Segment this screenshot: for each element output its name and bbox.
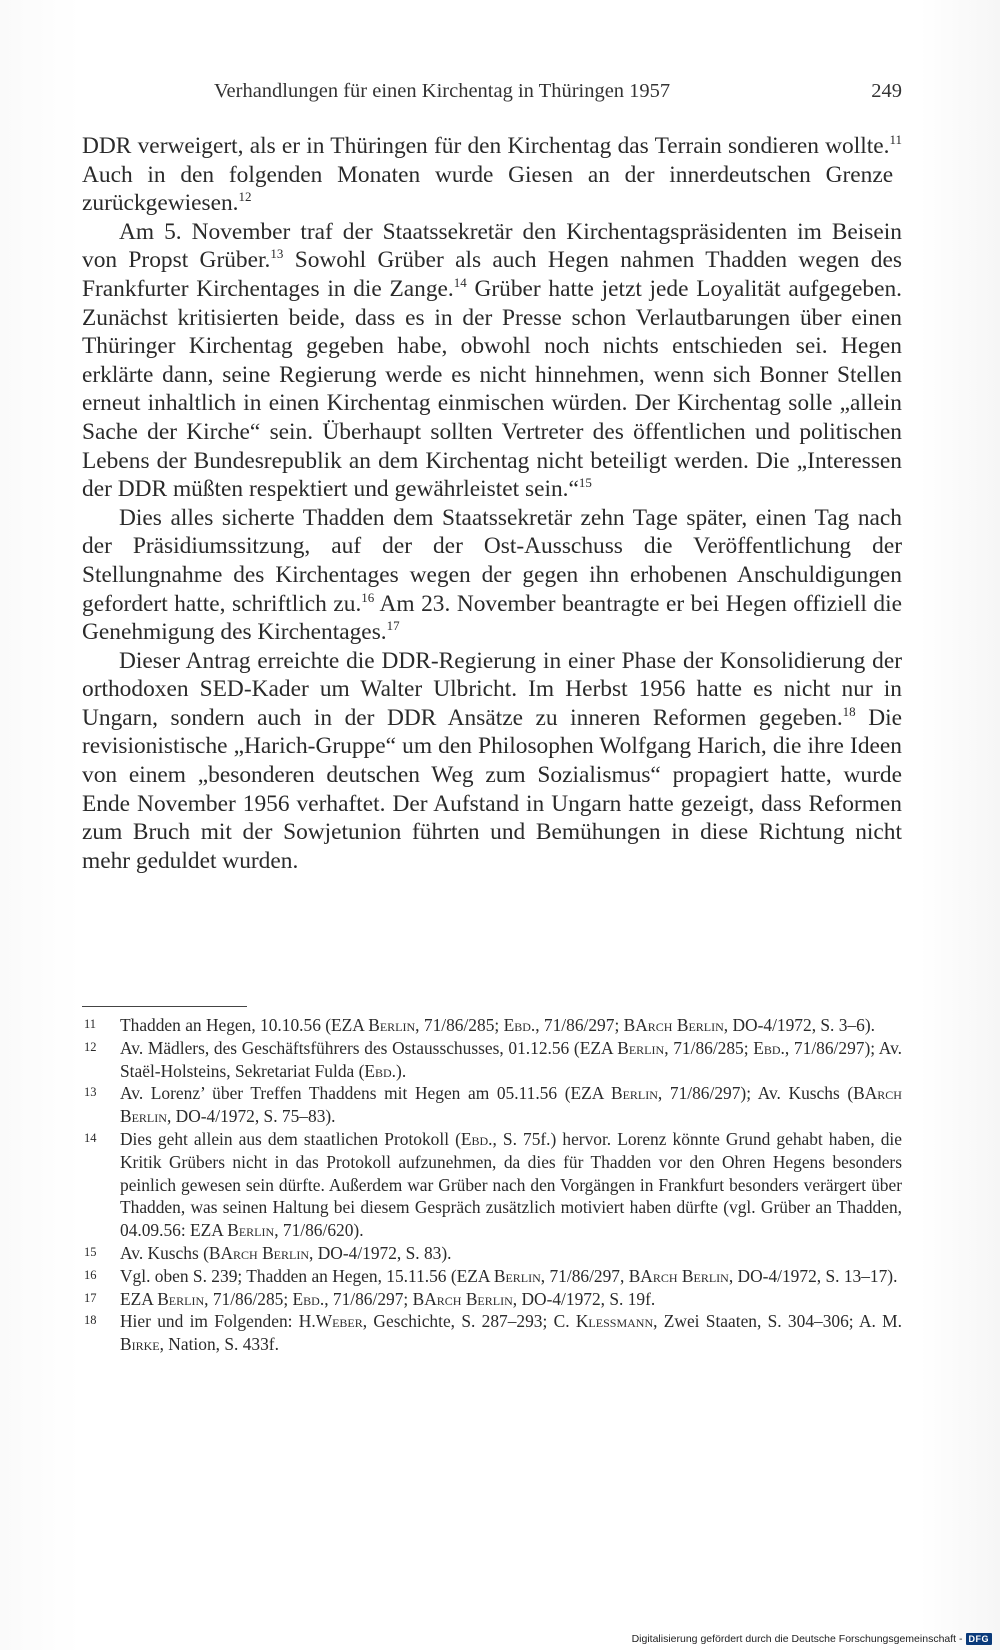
fn-smallcaps: rch — [877, 1083, 902, 1104]
main-text — [82, 132, 902, 875]
fn-text: , DO-4/1972, S. 83). — [309, 1242, 452, 1263]
fn-smallcaps: Berlin — [610, 1083, 658, 1104]
fn-smallcaps: Berlin — [681, 1265, 729, 1286]
footnote-number: 12 — [84, 1039, 97, 1054]
fn-smallcaps: rch — [647, 1015, 673, 1035]
fn-text: , 71/86/285; — [204, 1288, 293, 1309]
fn-text: , DO-4/1972, S. 3–6). — [723, 1015, 875, 1035]
footnote-18 — [82, 1310, 902, 1356]
credit-text: Digitalisierung gefördert durch die Deutsche Forschungsgemeinschaft - — [631, 1633, 963, 1645]
footnote-ref-16[interactable]: 16 — [361, 589, 375, 605]
footnote-number: 15 — [84, 1244, 97, 1259]
text-span: Dieser Antrag erreichte die DDR-Regierung in einer Phase der Konsolidierung der orthodoxen SED-Kader um Walter Ulbricht. Im Herbst 1956 hatte es nicht nur in Ungarn, sondern auch in der DDR Ansätze zu inneren Reformen gegeben. — [82, 647, 902, 731]
fn-smallcaps: Ebd. — [503, 1015, 536, 1035]
footnote-number: 17 — [84, 1290, 97, 1305]
fn-text: , Geschichte, S. 287–293; C. — [362, 1311, 576, 1332]
fn-text: Dies geht allein aus dem staatlichen Protokoll ( — [120, 1128, 461, 1149]
fn-smallcaps: Birke — [120, 1334, 160, 1355]
fn-smallcaps: Berlin — [493, 1265, 541, 1286]
footnotes — [82, 1014, 902, 1356]
fn-text: ). — [396, 1060, 407, 1081]
footnote-rule — [82, 1006, 247, 1007]
footnote-ref-13[interactable]: 13 — [270, 246, 284, 262]
fn-text: , 71/86/285; — [664, 1037, 754, 1058]
fn-smallcaps: Weber — [315, 1311, 363, 1332]
text-span: Die revisionistische „Harich-Gruppe“ um den Philosophen Wolfgang Harich, die ihre Ideen von einem „besonderen deutschen Weg zum Sozialismus“ propagiert hatte, wurde Ende November 1956 verhaftet. Der Aufstand in Ungarn hatte gezeigt, dass Reformen zum Bruch mit der Sowjetunion führten und Bemühungen in diese Richtung nicht mehr geduldet wurden. — [82, 704, 902, 874]
fn-smallcaps: Berlin — [676, 1015, 724, 1035]
fn-smallcaps: Berlin — [368, 1015, 416, 1035]
fn-smallcaps: Berlin — [262, 1242, 310, 1263]
footnote-number: 13 — [84, 1085, 97, 1100]
paragraph-2 — [82, 218, 902, 504]
fn-smallcaps: Ebd. — [364, 1060, 397, 1081]
fn-text: , S. 75f.) hervor. Lorenz könnte Grund gehabt haben, die Kritik Grübers nicht in das Protokoll aufzunehmen, da dies für Thadden vor den Ohren Hegens besonders peinlich gewesen sein dürfte. Außerdem war Grüber nach den Vorgängen in Frankfurt besonders verärgert über Thadden, was seinen Haltung bei diesem Gespräch zusätzlich motiviert haben dürfte (vgl. Grüber an Thadden, 04.09.56: EZA — [120, 1128, 902, 1241]
fn-text: EZA — [120, 1288, 158, 1309]
fn-text: Av. Kuschs (BA — [120, 1242, 234, 1263]
footnote-number: 14 — [84, 1130, 97, 1145]
fn-smallcaps: rch — [233, 1242, 258, 1263]
footnote-number: 18 — [84, 1313, 97, 1328]
fn-text: , 71/86/620). — [274, 1220, 364, 1241]
fn-text: , Nation, S. 433f. — [159, 1334, 279, 1355]
footnote-15 — [82, 1242, 902, 1265]
fn-smallcaps: rch — [652, 1265, 678, 1286]
paragraph-4 — [82, 647, 902, 876]
fn-text: , DO-4/1972, S. 75–83). — [166, 1106, 336, 1127]
dfg-logo-icon: DFG — [966, 1633, 993, 1645]
footnote-number: 11 — [84, 1017, 97, 1031]
fn-text: , DO-4/1972, S. 13–17). — [728, 1265, 898, 1286]
footnote-ref-11[interactable]: 11 — [889, 132, 902, 147]
footnote-14 — [82, 1128, 902, 1242]
footnote-ref-18[interactable]: 18 — [842, 703, 856, 719]
text-span: Am 23. November beantragte er bei Hegen offiziell die Genehmigung des Kirchentages. — [82, 590, 902, 646]
fn-text: Av. Mädlers, des Geschäftsführers des Ostausschusses, 01.12.56 (EZA — [120, 1037, 618, 1058]
running-title: Verhandlungen für einen Kirchentag in Thüringen 1957 — [214, 80, 671, 102]
footnote-number: 16 — [84, 1267, 97, 1282]
fn-smallcaps: Ebd. — [292, 1288, 325, 1309]
footnote-13 — [82, 1082, 902, 1128]
footnote-16 — [82, 1265, 902, 1288]
fn-text: , 71/86/297); Av. Staël-Holsteins, Sekretariat Fulda ( — [120, 1037, 902, 1081]
paragraph-1 — [82, 132, 902, 218]
text-span: DDR verweigert, als er in Thüringen für den Kirchentag das Terrain sondieren wollte. — [82, 133, 890, 159]
fn-smallcaps: Berlin — [157, 1288, 205, 1309]
text-span: Am 5. November traf der Staatssekretär den Kirchentagspräsidenten im Beisein von Propst Grüber. — [82, 218, 902, 274]
fn-text: , 71/86/297; BA — [324, 1288, 437, 1309]
fn-text: , 71/86/297); Av. Kuschs (BA — [657, 1083, 878, 1104]
footnote-ref-17[interactable]: 17 — [386, 618, 400, 634]
fn-smallcaps: rch — [436, 1288, 462, 1309]
fn-smallcaps: Ebd. — [460, 1128, 493, 1149]
text-span: Sowohl Grüber als auch Hegen nahmen Thadden wegen des Frankfurter Kirchentages in die Zange. — [82, 247, 902, 302]
footnote-17 — [82, 1288, 902, 1311]
fn-smallcaps: Berlin — [120, 1106, 167, 1127]
fn-text: Av. Lorenz’ über Treffen Thaddens mit Hegen am 05.11.56 (EZA — [120, 1083, 611, 1104]
fn-text: , Zwei Staaten, S. 304–306; A. M. — [653, 1311, 902, 1332]
fn-text: , 71/86/297, BA — [540, 1265, 653, 1286]
fn-smallcaps: Berlin — [465, 1288, 513, 1309]
footnote-ref-14[interactable]: 14 — [453, 274, 467, 290]
fn-smallcaps: Berlin — [617, 1037, 665, 1058]
digitization-credit — [632, 1633, 992, 1645]
fn-text: Hier und im Folgenden: H. — [120, 1311, 316, 1332]
footnote-ref-15[interactable]: 15 — [578, 475, 592, 491]
fn-text: Vgl. oben S. 239; Thadden an Hegen, 15.11.56 (EZA — [120, 1265, 494, 1286]
text-span: Auch in den folgenden Monaten wurde Giesen an der innerdeutschen Grenze zurückgewiesen. — [82, 161, 894, 217]
text-span: Dies alles sicherte Thadden dem Staatssekretär zehn Tage später, einen Tag nach der Präsidiumssitzung, auf der der Ost-Ausschuss die Veröffentlichung der Stellungnahme des Kirchentages wegen der gegen ihn erhobenen Anschuldigungen gefordert hatte, schriftlich zu. — [82, 504, 902, 617]
running-head — [82, 80, 902, 108]
fn-smallcaps: Berlin — [227, 1220, 275, 1241]
footnote-11 — [82, 1014, 902, 1037]
text-span: Grüber hatte jetzt jede Loyalität aufgegeben. Zunächst kritisierten beide, dass es in der Presse schon Verlautbarungen über einen Thüringer Kirchentag gegeben habe, obwohl noch nichts entschieden sei. Hegen erklärte dann, seine Regierung werde es nicht hinnehmen, wenn sich Bonner Stellen erneut inhaltlich in einen Kirchentag einmischen würden. Der Kirchentag solle „allein Sache der Kirche“ sein. Überhaupt sollten Vertreter des öffentlichen und politischen Lebens der Bundesrepublik an dem Kirchentag nicht beteiligt werden. Die „Interessen der DDR müßten respektiert und gewährleistet sein.“ — [82, 275, 902, 503]
fn-text: , 71/86/285; — [415, 1015, 504, 1035]
fn-text: Thadden an Hegen, 10.10.56 (EZA — [120, 1015, 369, 1035]
footnote-ref-12[interactable]: 12 — [238, 189, 252, 205]
footnote-12 — [82, 1037, 902, 1083]
fn-smallcaps: Klessmann — [575, 1311, 654, 1332]
paragraph-3 — [82, 504, 902, 647]
fn-text: , DO-4/1972, S. 19f. — [512, 1288, 656, 1309]
fn-smallcaps: Ebd. — [753, 1037, 785, 1058]
page-number: 249 — [871, 80, 902, 102]
fn-text: , 71/86/297; BA — [535, 1015, 648, 1035]
